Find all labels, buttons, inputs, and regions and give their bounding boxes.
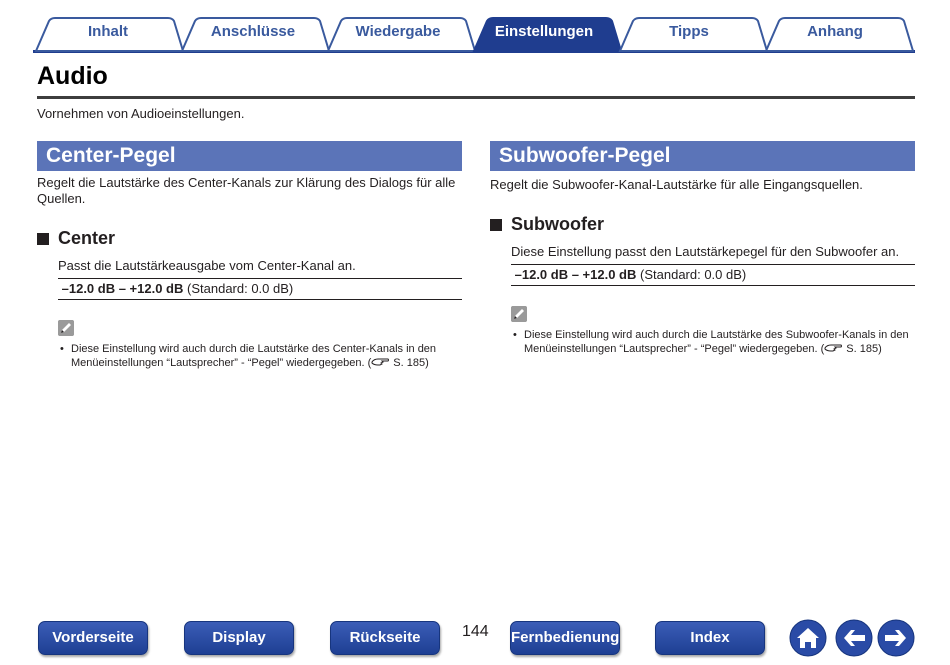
section-desc-center-pegel: Regelt die Lautstärke des Center-Kanals zur Klärung des Dialogs für alle Quellen. [37,175,456,206]
display-button[interactable]: Display [184,621,294,655]
tab-anhang[interactable]: Anhang [807,23,863,40]
section-title-center-pegel: Center-Pegel [37,141,462,171]
heading-center-label: Center [58,228,116,248]
tab-bar [0,0,950,56]
note-subwoofer-ref[interactable]: S. 185) [843,343,882,355]
tab-wiedergabe[interactable]: Wiedergabe [355,23,441,40]
pointing-hand-icon [824,343,843,353]
setting-desc-center: Passt die Lautstärkeausgabe vom Center-Kanal an. [58,258,356,273]
range-subwoofer-value: –12.0 dB – +12.0 dB [514,267,637,282]
note-subwoofer [513,328,915,356]
vorderseite-button[interactable]: Vorderseite [38,621,148,655]
range-center [58,278,462,300]
section-desc-subwoofer-pegel: Regelt die Subwoofer-Kanal-Lautstärke für alle Eingangsquellen. [490,177,863,192]
page-number: 144 [462,623,489,640]
arrow-right-icon[interactable] [877,619,915,657]
range-center-standard: (Standard: 0.0 dB) [187,281,294,296]
home-icon[interactable] [789,619,827,657]
fernbedienung-button[interactable]: Fernbedienung [510,621,620,655]
pencil-note-icon [58,320,74,336]
note-subwoofer-text: Diese Einstellung wird auch durch die Lautstärke des Subwoofer-Kanals in den Menüeinstellungen “Lautsprecher” - “Pegel” wiedergegeben. ( [524,329,909,355]
section-title-subwoofer-pegel: Subwoofer-Pegel [490,141,915,171]
square-bullet-icon [490,219,502,231]
arrow-left-icon[interactable] [835,619,873,657]
tab-tipps[interactable]: Tipps [669,23,709,40]
heading-subwoofer [490,214,604,235]
tab-einstellungen[interactable]: Einstellungen [494,23,594,40]
range-subwoofer-standard: (Standard: 0.0 dB) [640,267,747,282]
range-subwoofer [511,264,915,286]
tab-inhalt[interactable]: Inhalt [88,23,128,40]
square-bullet-icon [37,233,49,245]
page-title: Audio [37,62,108,90]
range-center-value: –12.0 dB – +12.0 dB [61,281,184,296]
pointing-hand-icon [371,357,390,367]
rueckseite-button[interactable]: Rückseite [330,621,440,655]
page-intro: Vornehmen von Audioeinstellungen. [37,106,245,121]
title-divider [37,96,915,99]
setting-desc-subwoofer: Diese Einstellung passt den Lautstärkepegel für den Subwoofer an. [511,244,900,259]
heading-center [37,228,115,249]
note-center-text: Diese Einstellung wird auch durch die Lautstärke des Center-Kanals in den Menüeinstellungen “Lautsprecher” - “Pegel” wiedergegeben. ( [71,343,437,369]
note-center [60,342,460,370]
heading-subwoofer-label: Subwoofer [511,214,604,234]
tab-anschluesse[interactable]: Anschlüsse [210,23,296,40]
index-button[interactable]: Index [655,621,765,655]
note-center-ref[interactable]: S. 185) [390,357,429,369]
pencil-note-icon [511,306,527,322]
